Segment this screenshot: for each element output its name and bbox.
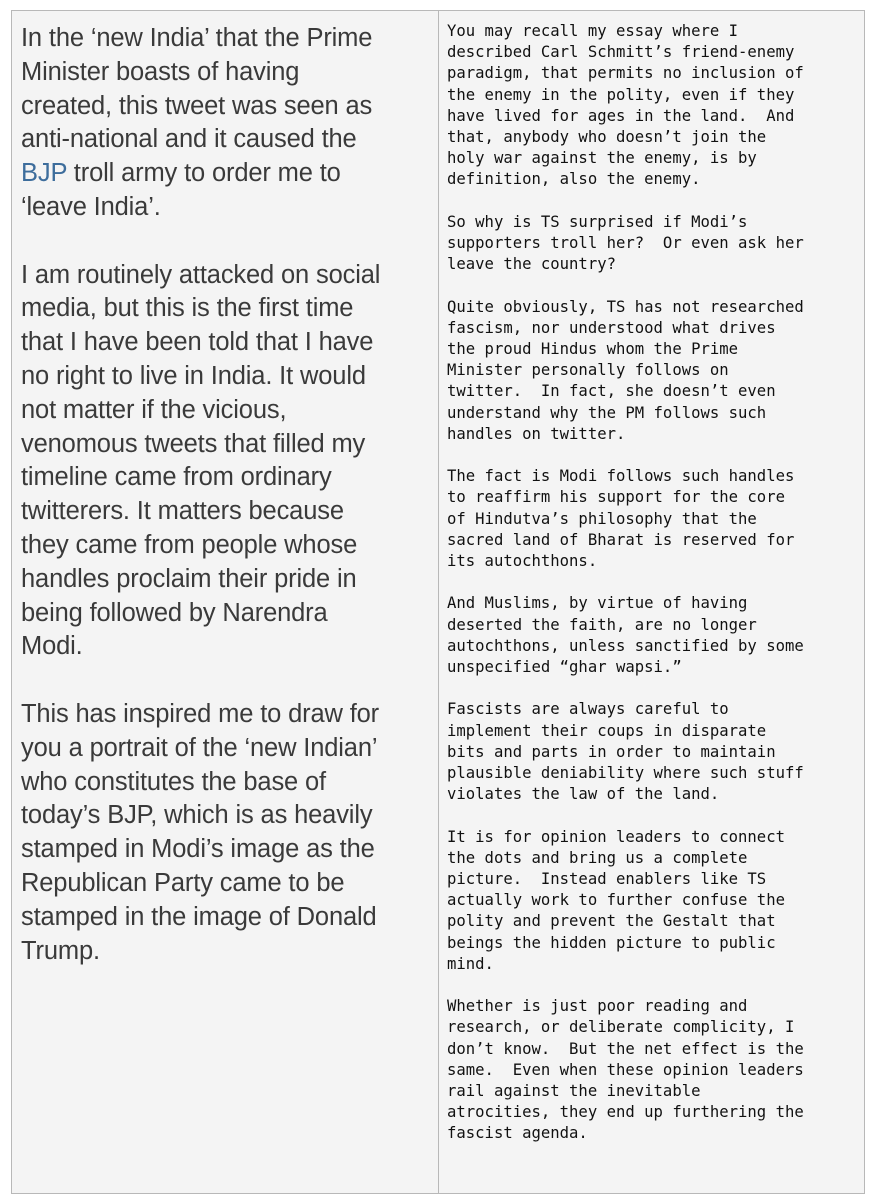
commentary-paragraph: Quite obviously, TS has not researched fascism, nor understood what drives the proud Hindus whom the Prime Minister personally follows on twitter. In fact, she doesn’t even understand why the PM follows such handles on twitter. xyxy=(447,297,804,443)
article-paragraph-1-end: troll army to order me to ‘leave India’. xyxy=(21,159,341,221)
article-paragraph-1 xyxy=(21,22,432,225)
commentary-paragraph: Fascists are always careful to implement their coups in disparate bits and parts in order to maintain plausible deniability where such stuff violates the law of the land. xyxy=(447,700,804,804)
commentary-paragraph: The fact is Modi follows such handles to reaffirm his support for the core of Hindutva’s philosophy that the sacred land of Bharat is reserved for its autochthons. xyxy=(447,467,795,571)
article-paragraph-1-start: In the ‘new India’ that the Prime Minister boasts of having created, this tweet was seen as anti-national and it caused the xyxy=(21,24,373,154)
bjp-link[interactable]: BJP xyxy=(21,159,67,188)
commentary-paragraph: Whether is just poor reading and research, or deliberate complicity, I don’t know. But the net effect is the same. Even when these opinion leaders rail against the inevitable atrocities, they end up furthering the fascist agenda. xyxy=(447,997,804,1143)
quoted-article-column xyxy=(12,11,439,1193)
commentary-paragraph: It is for opinion leaders to connect the dots and bring us a complete picture. Instead enablers like TS actually work to further confuse the polity and prevent the Gestalt that beings the hidden picture to public mind. xyxy=(447,827,785,973)
commentary-paragraph: You may recall my essay where I described Carl Schmitt’s friend-enemy paradigm, that permits no inclusion of the enemy in the polity, even if they have lived for ages in the land. And that, anybody who doesn’t join the holy war against the enemy, is by definition, also the enemy. xyxy=(447,22,804,189)
commentary-paragraph: So why is TS surprised if Modi’s supporters troll her? Or even ask her leave the country? xyxy=(447,212,804,274)
commentary-column xyxy=(439,11,864,1193)
commentary-paragraph: And Muslims, by virtue of having deserted the faith, are no longer autochthons, unless sanctified by some unspecified “ghar wapsi.” xyxy=(447,594,804,677)
comparison-table xyxy=(11,10,865,1194)
article-paragraph-2: I am routinely attacked on social media, but this is the first time that I have been told that I have no right to live in India. It would not matter if the vicious, venomous tweets that filled my timeline came from ordinary twitterers. It matters because they came from people whose handles proclaim their pride in being followed by Narendra Modi. xyxy=(21,260,381,661)
article-paragraph-3: This has inspired me to draw for you a portrait of the ‘new Indian’ who constitutes the base of today’s BJP, which is as heavily stamped in Modi’s image as the Republican Party came to be stamped in the image of Donald Trump. xyxy=(21,699,380,965)
